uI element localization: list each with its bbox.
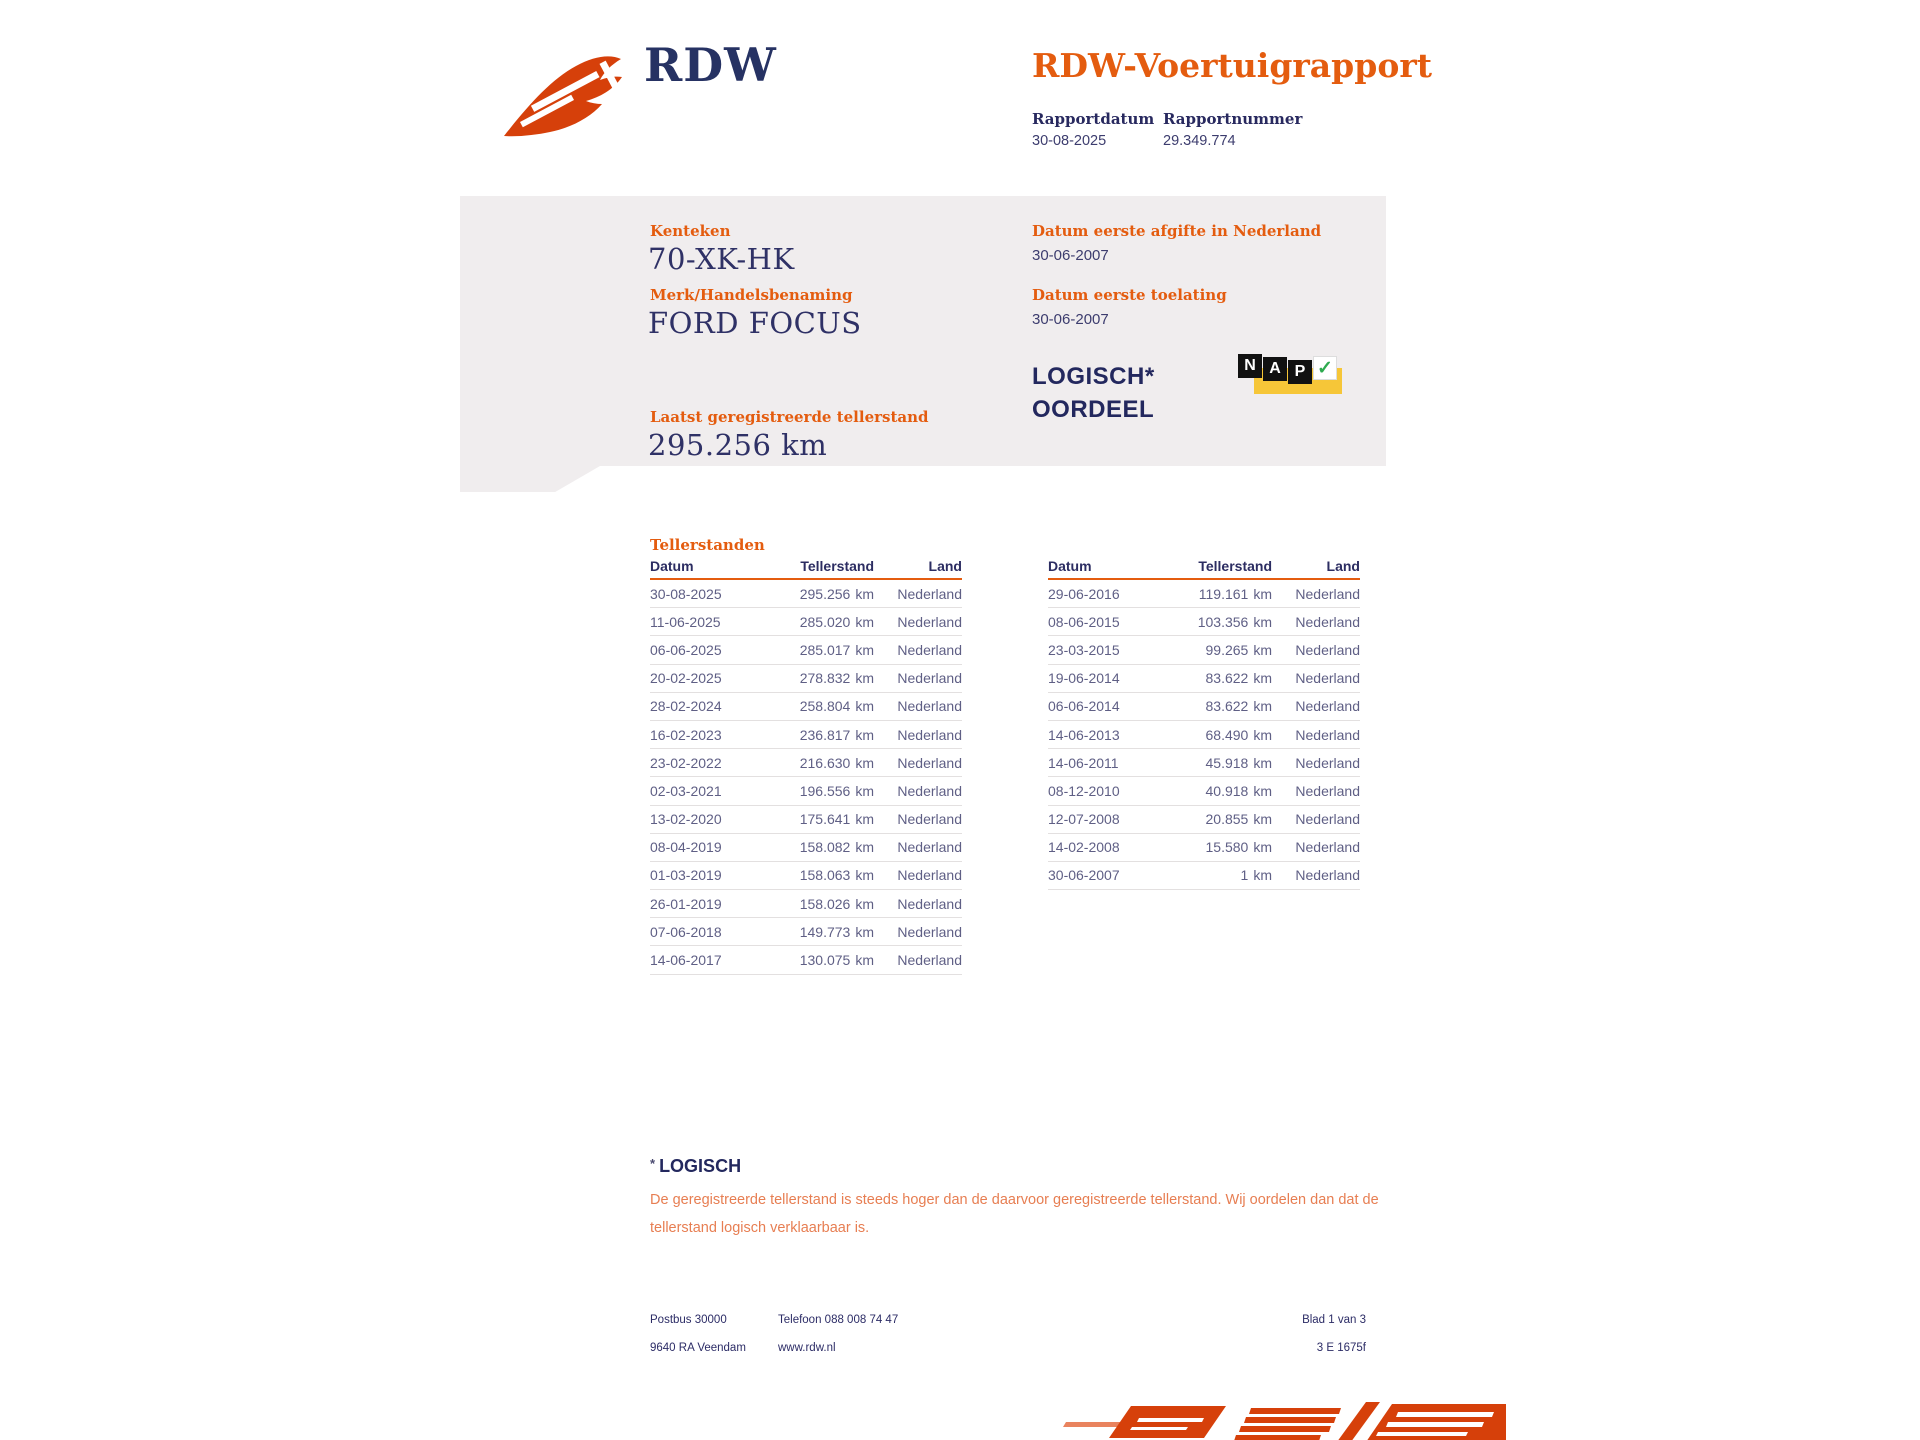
cell-land: Nederland bbox=[897, 754, 962, 771]
table-row bbox=[1048, 806, 1360, 834]
footer-page-number: Blad 1 van 3 bbox=[1302, 1314, 1366, 1326]
cell-datum: 07-06-2018 bbox=[650, 923, 722, 940]
cell-datum: 14-06-2013 bbox=[1048, 726, 1120, 743]
nap-logo-icon bbox=[1238, 352, 1348, 404]
cell-land: Nederland bbox=[1295, 698, 1360, 715]
cell-land: Nederland bbox=[1295, 811, 1360, 828]
cell-tellerstand: 15.580 km bbox=[1205, 839, 1272, 856]
cell-land: Nederland bbox=[1295, 754, 1360, 771]
table-row bbox=[1048, 749, 1360, 777]
table-row bbox=[650, 749, 962, 777]
cell-tellerstand: 45.918 km bbox=[1205, 754, 1272, 771]
cell-tellerstand: 99.265 km bbox=[1205, 641, 1272, 658]
cell-datum: 16-02-2023 bbox=[650, 726, 722, 743]
cell-land: Nederland bbox=[897, 952, 962, 969]
tellerstanden-section-title: Tellerstanden bbox=[650, 536, 765, 554]
table-row bbox=[650, 918, 962, 946]
cell-land: Nederland bbox=[897, 698, 962, 715]
table-row bbox=[1048, 721, 1360, 749]
col-header-tellerstand: Tellerstand bbox=[1198, 558, 1272, 574]
footnote-asterisk: * bbox=[650, 1156, 656, 1171]
table-body bbox=[1048, 580, 1360, 890]
table-row bbox=[650, 580, 962, 608]
cell-datum: 20-02-2025 bbox=[650, 670, 722, 687]
cell-tellerstand: 40.918 km bbox=[1205, 782, 1272, 799]
logisch-footnote-text: De geregistreerde tellerstand is steeds hoger dan de daarvoor geregistreerde tellerstand. Wij oordelen dan dat de tellerstand logisch verklaarbaar is. bbox=[650, 1192, 1379, 1236]
oordeel-text bbox=[1032, 360, 1155, 426]
cell-tellerstand: 295.256 km bbox=[799, 585, 874, 602]
kenteken-label: Kenteken bbox=[650, 222, 731, 240]
table-row bbox=[650, 834, 962, 862]
table-row bbox=[650, 693, 962, 721]
cell-tellerstand: 175.641 km bbox=[799, 811, 874, 828]
cell-land: Nederland bbox=[1295, 867, 1360, 884]
cell-datum: 08-06-2015 bbox=[1048, 613, 1120, 630]
report-number-label: Rapportnummer bbox=[1163, 110, 1303, 128]
cell-datum: 29-06-2016 bbox=[1048, 585, 1120, 602]
cell-datum: 14-06-2011 bbox=[1048, 754, 1119, 771]
table-row bbox=[650, 608, 962, 636]
table-row bbox=[1048, 580, 1360, 608]
speed-lines-graphic-icon bbox=[1036, 1396, 1506, 1440]
rdw-wing-logo-icon bbox=[498, 46, 628, 141]
cell-land: Nederland bbox=[897, 811, 962, 828]
cell-land: Nederland bbox=[1295, 613, 1360, 630]
footer-address-line2: 9640 RA Veendam bbox=[650, 1342, 746, 1354]
table-row bbox=[1048, 834, 1360, 862]
toelating-value: 30-06-2007 bbox=[1032, 311, 1109, 328]
table-row bbox=[650, 806, 962, 834]
cell-tellerstand: 278.832 km bbox=[799, 670, 874, 687]
rdw-logo-text: RDW bbox=[644, 38, 777, 92]
merk-value: FORD FOCUS bbox=[648, 306, 862, 340]
cell-tellerstand: 20.855 km bbox=[1205, 811, 1272, 828]
cell-tellerstand: 68.490 km bbox=[1205, 726, 1272, 743]
cell-datum: 30-06-2007 bbox=[1048, 867, 1120, 884]
cell-land: Nederland bbox=[897, 923, 962, 940]
cell-land: Nederland bbox=[897, 726, 962, 743]
table-row bbox=[650, 862, 962, 890]
cell-datum: 14-02-2008 bbox=[1048, 839, 1120, 856]
table-body bbox=[650, 580, 962, 975]
tellerstanden-table-left bbox=[650, 558, 962, 975]
cell-land: Nederland bbox=[897, 641, 962, 658]
cell-tellerstand: 258.804 km bbox=[799, 698, 874, 715]
laatste-tellerstand-value: 295.256 km bbox=[648, 428, 828, 462]
col-header-tellerstand: Tellerstand bbox=[800, 558, 874, 574]
table-row bbox=[650, 946, 962, 974]
cell-tellerstand: 149.773 km bbox=[799, 923, 874, 940]
table-row bbox=[650, 890, 962, 918]
kenteken-value: 70-XK-HK bbox=[648, 242, 795, 276]
cell-datum: 06-06-2025 bbox=[650, 641, 722, 658]
table-header-row bbox=[1048, 558, 1360, 580]
cell-tellerstand: 285.017 km bbox=[799, 641, 874, 658]
nap-check-icon: ✓ bbox=[1313, 356, 1337, 380]
page-title: RDW-Voertuigrapport bbox=[1032, 46, 1432, 85]
cell-datum: 12-07-2008 bbox=[1048, 811, 1120, 828]
table-row bbox=[1048, 693, 1360, 721]
cell-land: Nederland bbox=[1295, 585, 1360, 602]
cell-land: Nederland bbox=[1295, 726, 1360, 743]
cell-tellerstand: 158.026 km bbox=[799, 895, 874, 912]
cell-tellerstand: 83.622 km bbox=[1205, 698, 1272, 715]
cell-datum: 06-06-2014 bbox=[1048, 698, 1120, 715]
table-row bbox=[650, 636, 962, 664]
cell-land: Nederland bbox=[1295, 782, 1360, 799]
logisch-footnote-heading bbox=[650, 1156, 741, 1177]
col-header-datum: Datum bbox=[650, 558, 694, 574]
vehicle-summary-box-tab bbox=[460, 466, 600, 492]
col-header-datum: Datum bbox=[1048, 558, 1092, 574]
tellerstanden-table-right bbox=[1048, 558, 1360, 890]
nap-letter-n: N bbox=[1238, 354, 1262, 378]
cell-datum: 14-06-2017 bbox=[650, 952, 722, 969]
cell-datum: 13-02-2020 bbox=[650, 811, 722, 828]
cell-datum: 23-03-2015 bbox=[1048, 641, 1120, 658]
afgifte-label: Datum eerste afgifte in Nederland bbox=[1032, 222, 1322, 240]
cell-datum: 26-01-2019 bbox=[650, 895, 722, 912]
cell-land: Nederland bbox=[897, 670, 962, 687]
oordeel-line1: LOGISCH* bbox=[1032, 363, 1155, 390]
merk-label: Merk/Handelsbenaming bbox=[650, 286, 853, 304]
cell-datum: 02-03-2021 bbox=[650, 782, 722, 799]
col-header-land: Land bbox=[1326, 558, 1360, 574]
table-row bbox=[1048, 777, 1360, 805]
cell-datum: 30-08-2025 bbox=[650, 585, 722, 602]
footer-phone: Telefoon 088 008 74 47 bbox=[778, 1314, 899, 1326]
cell-tellerstand: 285.020 km bbox=[799, 613, 874, 630]
footer-address-line1: Postbus 30000 bbox=[650, 1314, 727, 1326]
cell-datum: 11-06-2025 bbox=[650, 613, 721, 630]
cell-datum: 08-04-2019 bbox=[650, 839, 722, 856]
table-row bbox=[650, 665, 962, 693]
table-row bbox=[1048, 665, 1360, 693]
cell-land: Nederland bbox=[1295, 839, 1360, 856]
report-date-label: Rapportdatum bbox=[1032, 110, 1155, 128]
cell-datum: 08-12-2010 bbox=[1048, 782, 1120, 799]
nap-letter-p: P bbox=[1288, 360, 1312, 384]
table-row bbox=[1048, 862, 1360, 890]
cell-land: Nederland bbox=[1295, 641, 1360, 658]
cell-datum: 23-02-2022 bbox=[650, 754, 722, 771]
col-header-land: Land bbox=[928, 558, 962, 574]
table-header-row bbox=[650, 558, 962, 580]
footer-website: www.rdw.nl bbox=[778, 1342, 836, 1354]
cell-tellerstand: 1 km bbox=[1240, 867, 1272, 884]
cell-land: Nederland bbox=[897, 613, 962, 630]
cell-tellerstand: 83.622 km bbox=[1205, 670, 1272, 687]
cell-land: Nederland bbox=[897, 585, 962, 602]
cell-land: Nederland bbox=[897, 867, 962, 884]
cell-tellerstand: 158.082 km bbox=[799, 839, 874, 856]
cell-tellerstand: 216.630 km bbox=[799, 754, 874, 771]
cell-tellerstand: 103.356 km bbox=[1197, 613, 1272, 630]
afgifte-value: 30-06-2007 bbox=[1032, 247, 1109, 264]
cell-datum: 28-02-2024 bbox=[650, 698, 722, 715]
cell-tellerstand: 236.817 km bbox=[799, 726, 874, 743]
cell-datum: 01-03-2019 bbox=[650, 867, 722, 884]
table-row bbox=[1048, 608, 1360, 636]
cell-tellerstand: 196.556 km bbox=[799, 782, 874, 799]
table-row bbox=[1048, 636, 1360, 664]
cell-land: Nederland bbox=[897, 839, 962, 856]
cell-tellerstand: 130.075 km bbox=[799, 952, 874, 969]
nap-letter-a: A bbox=[1263, 357, 1287, 381]
cell-datum: 19-06-2014 bbox=[1048, 670, 1120, 687]
cell-tellerstand: 119.161 km bbox=[1198, 585, 1272, 602]
toelating-label: Datum eerste toelating bbox=[1032, 286, 1227, 304]
cell-land: Nederland bbox=[897, 782, 962, 799]
oordeel-line2: OORDEEL bbox=[1032, 396, 1155, 423]
table-row bbox=[650, 777, 962, 805]
cell-land: Nederland bbox=[1295, 670, 1360, 687]
table-row bbox=[650, 721, 962, 749]
report-number-value: 29.349.774 bbox=[1163, 133, 1236, 149]
cell-tellerstand: 158.063 km bbox=[799, 867, 874, 884]
footnote-title: LOGISCH bbox=[659, 1156, 742, 1176]
report-date-value: 30-08-2025 bbox=[1032, 133, 1107, 149]
footer-doc-code: 3 E 1675f bbox=[1316, 1342, 1366, 1354]
laatste-tellerstand-label: Laatst geregistreerde tellerstand bbox=[650, 408, 929, 426]
cell-land: Nederland bbox=[897, 895, 962, 912]
